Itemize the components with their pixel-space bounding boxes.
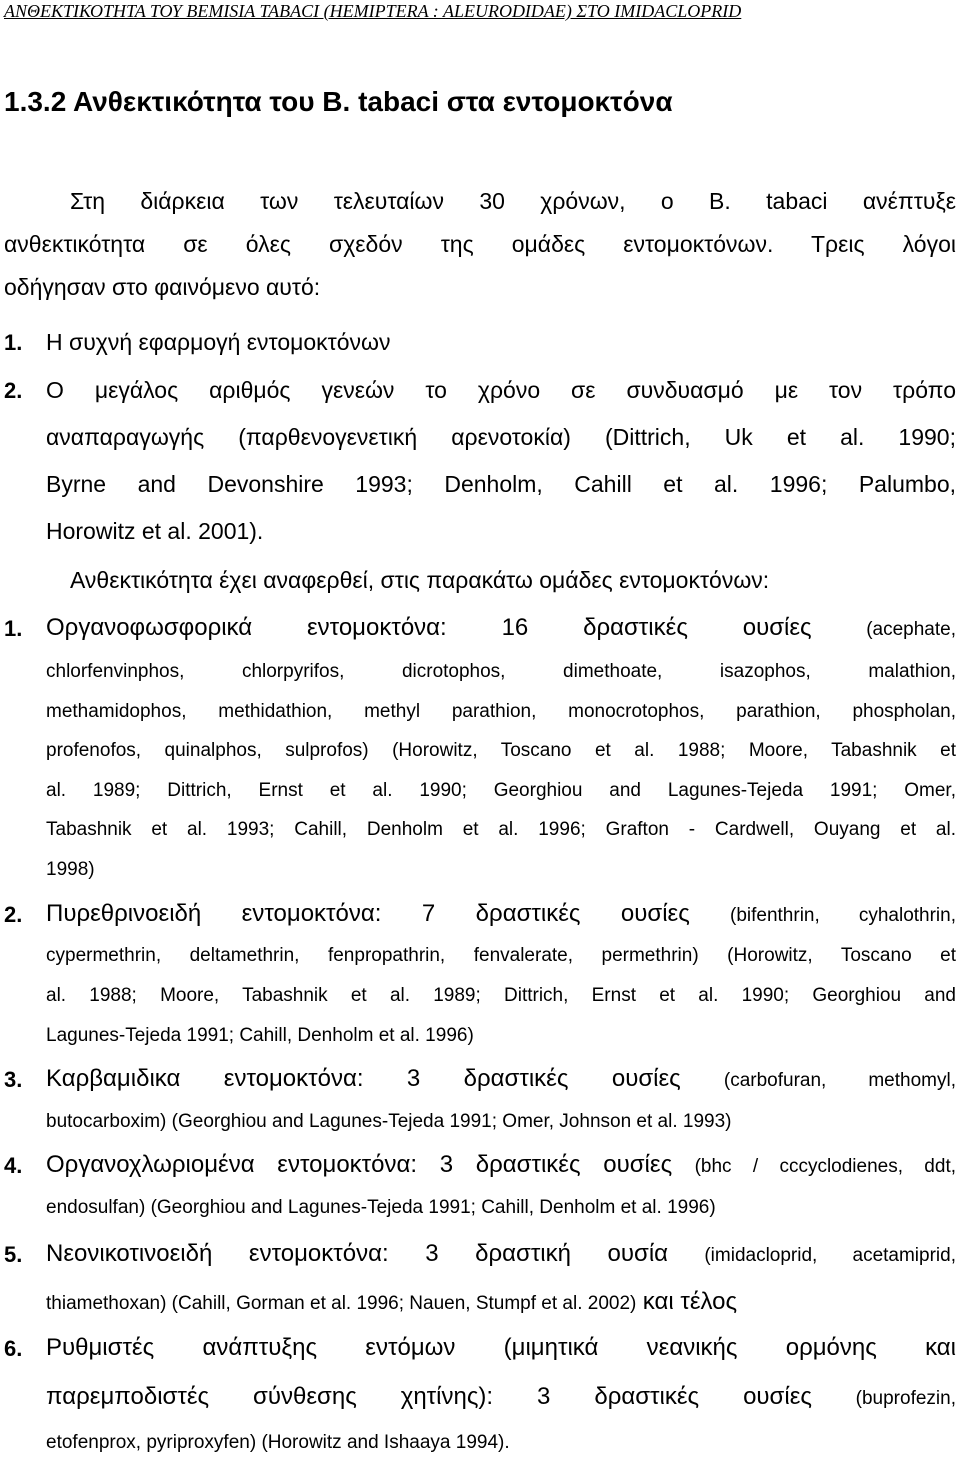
group-number: 5.: [4, 1242, 23, 1267]
group-line: al. 1989; Dittrich, Ernst et al. 1990; Georghiou and Lagunes-Tejeda 1991; Omer,: [46, 780, 956, 801]
group-heading-line: [46, 612, 956, 645]
group-heading-tail: (carbofuran, methomyl,: [723, 1070, 956, 1091]
group-heading-line: [46, 1381, 956, 1414]
group-line-text: παρεμποδιστές σύνθεσης χητίνης): 3 δραστικές ουσίες: [46, 1383, 812, 1410]
group-heading-line: [46, 898, 956, 931]
group-heading-line: [46, 1238, 956, 1271]
intro-line-3: οδήγησαν στο φαινόμενο αυτό:: [4, 274, 321, 300]
group-line: butocarboxim) (Georghiou and Lagunes-Tejeda 1991; Omer, Johnson et al. 1993): [46, 1111, 732, 1132]
group-heading-tail: (imidacloprid, acetamiprid,: [704, 1245, 956, 1266]
group-line: 1998): [46, 859, 95, 880]
group-heading-line: [46, 1063, 956, 1096]
running-header-text: ΑΝΘΕΚΤΙΚΟΤΗΤΑ ΤΟΥ BEMISIA TABACI (HEMIPTERA : ALEURODIDAE) ΣΤΟ IMIDACLOPRID: [4, 1, 742, 21]
group-line: etofenprox, pyriproxyfen) (Horowitz and Ishaaya 1994).: [46, 1432, 510, 1453]
group-number: 2.: [4, 902, 23, 927]
reason-number: 2.: [4, 378, 23, 403]
group-heading: Οργανοχλωριομένα εντομοκτόνα: 3 δραστικές ουσίες: [46, 1151, 673, 1178]
group-number: 3.: [4, 1067, 23, 1092]
group-heading-tail: (acephate,: [866, 619, 956, 640]
group-line-tail: (buprofezin,: [855, 1388, 956, 1409]
group-number: 4.: [4, 1153, 23, 1178]
group-line: [46, 1286, 956, 1319]
reason-line: Horowitz et al. 2001).: [46, 518, 264, 544]
group-line: Lagunes-Tejeda 1991; Cahill, Denholm et al. 1996): [46, 1025, 474, 1046]
group-line: methamidophos, methidathion, methyl parathion, monocrotophos, parathion, phospholan,: [46, 701, 956, 722]
reason-line: Byrne and Devonshire 1993; Denholm, Cahill et al. 1996; Palumbo,: [46, 471, 956, 497]
group-line-tail: και τέλος: [642, 1288, 738, 1315]
reason-line: Ο μεγάλος αριθμός γενεών το χρόνο σε συνδυασμό με τον τρόπο: [46, 377, 956, 403]
group-line: cypermethrin, deltamethrin, fenpropathrin, fenvalerate, permethrin) (Horowitz, Toscano et: [46, 945, 956, 966]
group-line: Tabashnik et al. 1993; Cahill, Denholm et al. 1996; Grafton - Cardwell, Ouyang et al.: [46, 819, 956, 840]
group-heading-tail: (bifenthrin, cyhalothrin,: [730, 905, 956, 926]
group-number: 6.: [4, 1336, 23, 1361]
reason-line: Η συχνή εφαρμογή εντομοκτόνων: [46, 329, 391, 355]
group-heading-line: [46, 1149, 956, 1182]
group-line: al. 1988; Moore, Tabashnik et al. 1989; Dittrich, Ernst et al. 1990; Georghiou and: [46, 985, 956, 1006]
group-line: endosulfan) (Georghiou and Lagunes-Tejeda 1991; Cahill, Denholm et al. 1996): [46, 1197, 716, 1218]
group-line: profenofos, quinalphos, sulprofos) (Horowitz, Toscano et al. 1988; Moore, Tabashnik et: [46, 740, 956, 761]
group-heading: Πυρεθρινοειδή εντομοκτόνα: 7 δραστικές ουσίες: [46, 900, 690, 927]
reason-line: αναπαραγωγής (παρθενογενετική αρενοτοκία) (Dittrich, Uk et al. 1990;: [46, 424, 956, 450]
reason-number: 1.: [4, 330, 23, 355]
intro-line-1: Στη διάρκεια των τελευταίων 30 χρόνων, ο B. tabaci ανέπτυξε: [70, 188, 956, 214]
group-line-text: thiamethoxan) (Cahill, Gorman et al. 1996; Nauen, Stumpf et al. 2002): [46, 1293, 637, 1314]
group-heading-tail: (bhc / cccyclodienes, ddt,: [694, 1156, 956, 1177]
running-header: [4, 0, 956, 22]
group-heading: Καρβαμιδικα εντομοκτόνα: 3 δραστικές ουσίες: [46, 1065, 681, 1092]
group-line: chlorfenvinphos, chlorpyrifos, dicrotophos, dimethoate, isazophos, malathion,: [46, 661, 956, 682]
group-heading: Νεονικοτινοειδή εντομοκτόνα: 3 δραστική ουσία: [46, 1240, 669, 1267]
groups-intro: Ανθεκτικότητα έχει αναφερθεί, στις παρακάτω ομάδες εντομοκτόνων:: [70, 567, 770, 593]
intro-line-2: ανθεκτικότητα σε όλες σχεδόν της ομάδες εντομοκτόνων. Τρεις λόγοι: [4, 231, 956, 257]
group-number: 1.: [4, 616, 23, 641]
section-heading: 1.3.2 Ανθεκτικότητα του B. tabaci στα εντομοκτόνα: [4, 86, 673, 117]
group-heading-line: Ρυθμιστές ανάπτυξης εντόμων (μιμητικά νεανικής ορμόνης και: [46, 1334, 956, 1361]
group-heading: Οργανοφωσφορικά εντομοκτόνα: 16 δραστικές ουσίες: [46, 614, 812, 641]
